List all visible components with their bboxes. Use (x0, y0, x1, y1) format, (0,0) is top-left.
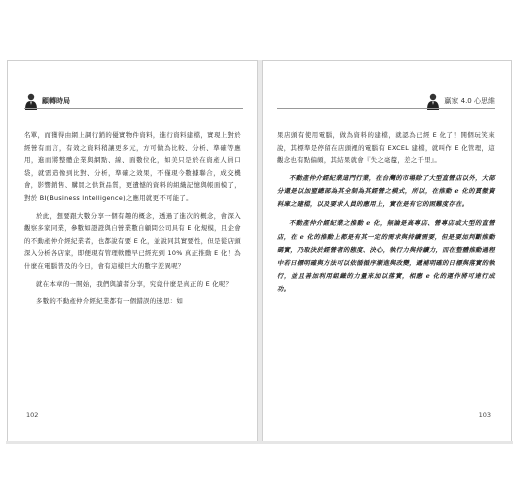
right-paragraph-3: 不動產仲介經紀業之推動 e 化，無論是高專店、營專店或大型的直營店，在 e 化的推動上都是有其一定的需求與持續需要，但是要加判斷推動碼實，乃取決於經營者的態度、決心，執行力與持續力，而在整體推動過程中若日標明確與方法可以依循循序漸進與改變，遞補明確的日標與落實的執行，並且善加利用組織的力量來加以落實，相應 e 化的運作將可達行成功。 (277, 220, 495, 294)
left-header-title: 顧轉時局 (42, 97, 70, 105)
left-page (7, 60, 258, 442)
right-paragraph-1: 果店頭有使用電腦，做為資料的建檔，就認為已經 E 化了！開個玩笑來說，其標準是停留在店頭裡的電腦有 EXCEL 建檔，就叫作 E 化管理，這觀念也有點偏頗，其結果就會『失之毫釐，差之千里』。 (277, 131, 495, 165)
left-paragraph-3: 就在本章的一開始，我們與讀者分享，究竟什麼是真正的 E 化呢？ (36, 279, 233, 288)
left-page-body (24, 129, 241, 313)
right-page (262, 60, 512, 442)
left-header-rule (24, 108, 243, 109)
book-shadow (6, 441, 513, 444)
right-page-number: 103 (478, 411, 491, 419)
left-page-number: 102 (26, 411, 39, 419)
right-header-title: 贏家 4.0 心思維 (444, 97, 495, 105)
right-header-rule (277, 108, 495, 109)
right-paragraph-2: 不動產仲介經紀業這門行業，在台灣的市場除了大型直營店以外，大部分還是以加盟總部為其全制為其經營之模式，所以，在推動 e 化的貫徹資料庫之建檔，以及要求人員的應用上，實在是有它的困難度存在。 (277, 174, 495, 209)
left-paragraph-1: 名單，而獲得由網上調行銷的優實物件資料，進行資料建檔，實現上對於經營有而言，有效之資料稍讓更多元，方可做為比較、分析、準確等應用，進而將整體企業與網點、線、面數位化，如美只是於在資產人員口袋，就需造像到比對、分析，準確之效果，不僅現今數據聯合，成交機會，影響銷售、購買之供貨品質，更遺憾的資料的組織記憶與帳面模了，對於 BI(Business Intelligence)之應用就更不可能了。 (24, 131, 241, 202)
left-paragraph-2: 於此，想要跟大數分享一個有趣的概念，透過了進次的概念，會深入觀察多家同業，參數如證證與自營業數自顧問公司具有 E 化規模，且企會的不動產仲介經紀業者，也都說有要 E 化，並說同其實要性，但是從店頭深入分析各店家，即便現有管理軟體早已經充到 10% 真正推動 E 化！為什麼在電腦普及的今日，會有這樣巨大的數字差異呢？ (24, 211, 241, 270)
book-spread (0, 60, 520, 442)
left-paragraph-4: 多數的不動產仲介經紀業都有一個錯誤的迷思：如 (36, 297, 184, 306)
right-page-body (277, 129, 495, 303)
